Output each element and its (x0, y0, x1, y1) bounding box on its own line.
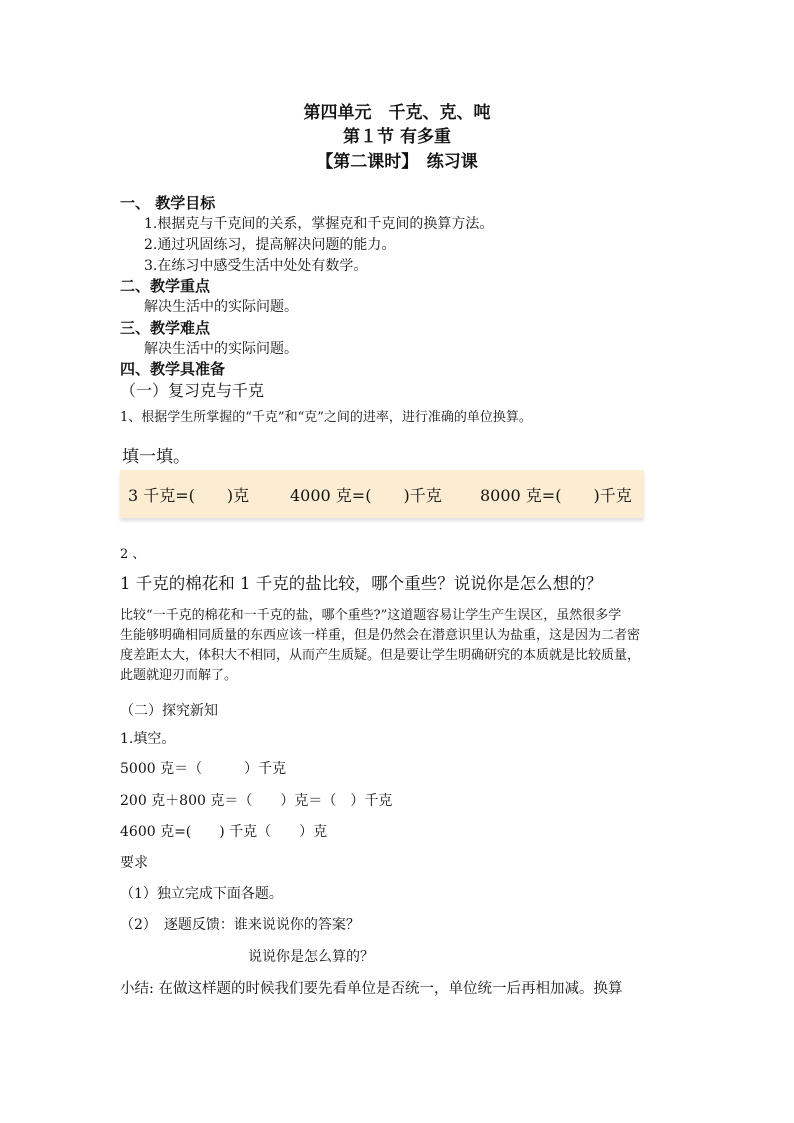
requirement-1: （1）独立完成下面各题。 (120, 886, 283, 902)
fill-in-item-2: 4000 克=( )千克 (290, 486, 442, 505)
explore-line-1: 5000 克＝（ ）千克 (120, 761, 287, 777)
section-title: 第１节 有多重 (343, 127, 451, 147)
unit-title: 第四单元 千克、克、吨 (303, 103, 491, 123)
review-subheading: （一）复习克与千克 (120, 381, 265, 400)
explore-item-1: 1.填空。 (120, 731, 176, 747)
requirement-2b: 说说你是怎么算的？ (248, 949, 374, 965)
fill-in-bar (120, 470, 644, 518)
fill-in-item-3: 8000 克=( )千克 (480, 486, 632, 505)
preparation-heading: 四、教学具准备 (120, 360, 226, 378)
goal-item-3: 3.在练习中感受生活中处处有数学。 (144, 258, 368, 274)
explanation-paragraph (120, 606, 680, 686)
explanation-line: 比较“一千克的棉花和一千克的盐，哪个重些?”这道题容易让学生产生误区，虽然很多学 (120, 608, 622, 623)
explanation-line: 此题就迎刃而解了。 (120, 668, 238, 683)
requirement-2: （2） 逐题反馈：谁来说说你的答案？ (120, 917, 360, 933)
difficulties-heading: 三、教学难点 (120, 319, 211, 337)
explore-line-3: 4600 克=( ) 千克（ ）克 (120, 824, 328, 840)
requirement-label: 要求 (120, 855, 148, 871)
goal-item-2: 2.通过巩固练习，提高解决问题的能力。 (144, 237, 396, 253)
review-item-1: 1、根据学生所掌握的“千克”和“克”之间的进率，进行准确的单位换算。 (120, 410, 532, 425)
fill-in-title: 填一填。 (122, 447, 190, 467)
cotton-salt-question: 1 千克的棉花和 1 千克的盐比较，哪个重些？说说你是怎么想的？ (120, 574, 603, 593)
goal-item-1: 1.根据克与千克间的关系，掌握克和千克间的换算方法。 (144, 216, 494, 232)
difficulties-text: 解决生活中的实际问题。 (144, 341, 298, 357)
explore-heading: （二）探究新知 (120, 703, 218, 719)
explanation-line: 度差距太大，体积大不相同，从而产生质疑。但是要让学生明确研究的本质就是比较质量， (120, 648, 641, 663)
key-points-heading: 二、教学重点 (120, 277, 211, 295)
review-item-2: 2 、 (120, 547, 146, 562)
fill-in-item-1: 3 千克=( )克 (128, 486, 250, 505)
explore-line-2: 200 克＋800 克＝（ ）克＝（ ）千克 (120, 793, 393, 809)
goals-heading: 一、 教学目标 (120, 194, 216, 212)
key-points-text: 解决生活中的实际问题。 (144, 299, 298, 315)
lesson-title: 【第二课时】 练习课 (316, 152, 478, 172)
explanation-line: 生能够明确相同质量的东西应该一样重，但是仍然会在潜意识里认为盐重，这是因为二者密 (120, 628, 641, 643)
summary-text: 小结: 在做这样题的时候我们要先看单位是否统一，单位统一后再相加减。换算 (120, 981, 623, 997)
